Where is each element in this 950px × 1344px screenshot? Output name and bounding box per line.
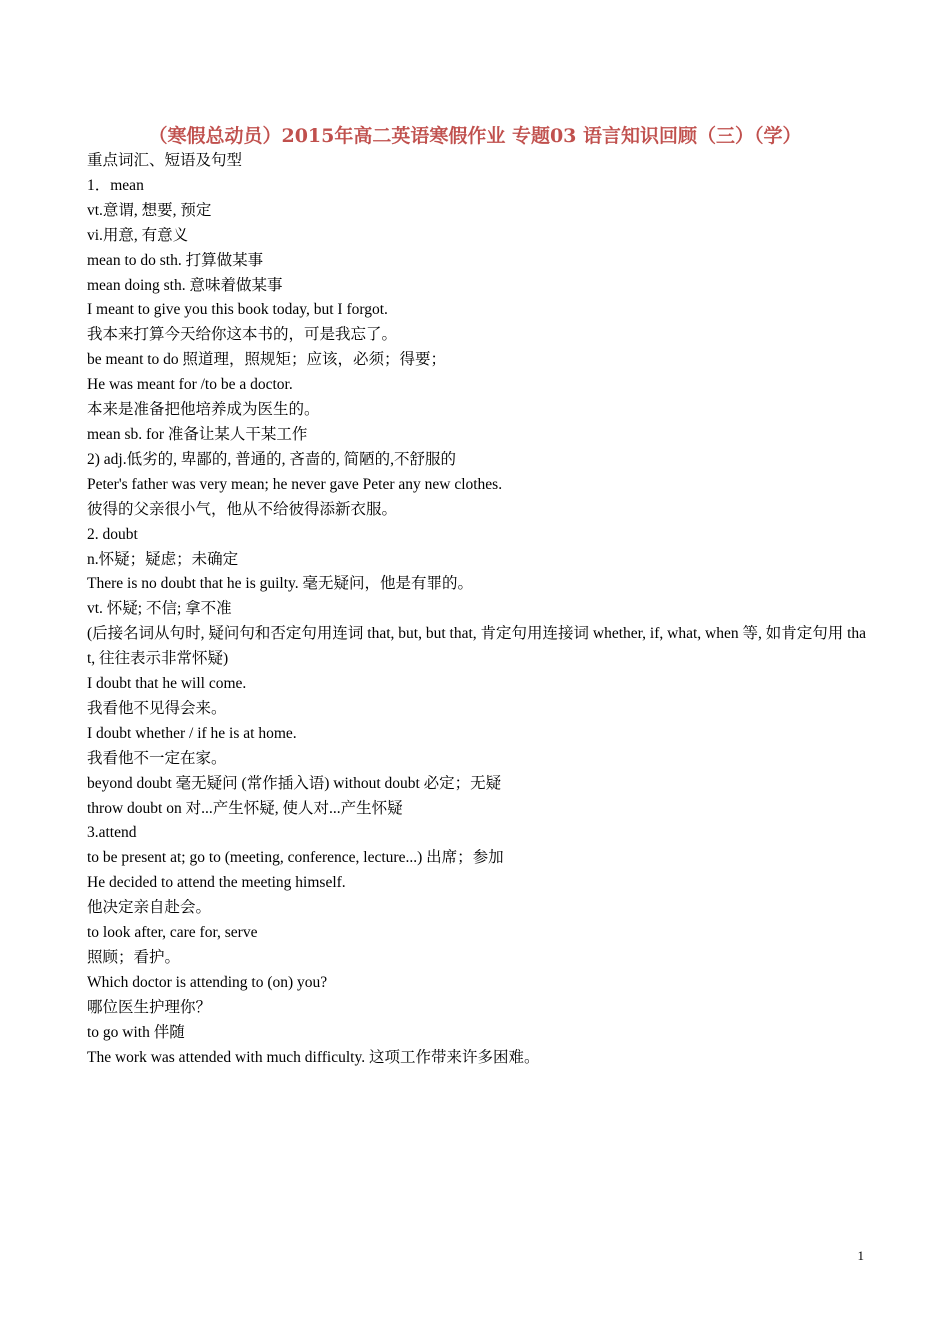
text-line: vt. 怀疑; 不信; 拿不准 xyxy=(87,600,232,618)
text-line: vi.用意, 有意义 xyxy=(87,226,189,244)
example-sentence: Peter's father was very mean; he never gave Peter any new clothes. xyxy=(87,475,503,493)
translation-line: 他决定亲自赴会。 xyxy=(87,899,212,917)
section-heading: 重点词汇、短语及句型 xyxy=(87,152,243,169)
example-sentence: There is no doubt that he is guilty. 毫无疑问，他是有罪的。 xyxy=(87,575,474,593)
document-body xyxy=(87,149,869,1071)
vocab-heading-doubt: 2. doubt xyxy=(87,525,138,543)
example-sentence: The work was attended with much difficulty. 这项工作带来许多困难。 xyxy=(87,1048,540,1066)
example-sentence: He decided to attend the meeting himself. xyxy=(87,874,346,892)
text-line: to be present at; go to (meeting, conference, lecture...) 出席；参加 xyxy=(87,849,504,867)
vocab-heading-mean: 1．mean xyxy=(87,176,144,194)
document-title: （寒假总动员）2015年高二英语寒假作业 专题03 语言知识回顾（三）（学） xyxy=(148,125,802,147)
text-line: mean sb. for 准备让某人干某工作 xyxy=(87,425,308,443)
usage-note: (后接名词从句时, 疑问句和否定句用连词 that, but, but that, 肯定句用连接词 whether, if, what, when 等, 如肯定句用 that, 往往表示非常怀疑) xyxy=(87,625,867,668)
text-line: 2) adj.低劣的, 卑鄙的, 普通的, 吝啬的, 简陋的,不舒服的 xyxy=(87,450,456,468)
text-line: n.怀疑；疑虑；未确定 xyxy=(87,550,239,568)
vocab-heading-attend: 3.attend xyxy=(87,824,137,842)
translation-line: 照顾；看护。 xyxy=(87,949,181,966)
example-sentence: I doubt that he will come. xyxy=(87,675,247,693)
example-sentence: He was meant for /to be a doctor. xyxy=(87,376,293,394)
translation-line: 彼得的父亲很小气，他从不给彼得添新衣服。 xyxy=(87,500,398,518)
text-line: to look after, care for, serve xyxy=(87,924,258,942)
example-sentence: Which doctor is attending to (on) you? xyxy=(87,973,328,991)
translation-line: 本来是准备把他培养成为医生的。 xyxy=(87,401,320,419)
translation-line: 我本来打算今天给你这本书的，可是我忘了。 xyxy=(87,326,398,344)
translation-line: 我看他不见得会来。 xyxy=(87,699,227,717)
text-line: throw doubt on 对...产生怀疑, 使人对...产生怀疑 xyxy=(87,799,403,817)
translation-line: 哪位医生护理你？ xyxy=(87,998,212,1016)
text-line: mean to do sth. 打算做某事 xyxy=(87,251,264,269)
text-line: mean doing sth. 意味着做某事 xyxy=(87,276,283,294)
example-sentence: I meant to give you this book today, but I forgot. xyxy=(87,301,388,319)
text-line: be meant to do 照道理，照规矩；应该，必须；得要； xyxy=(87,351,447,369)
page-number: 1 xyxy=(857,1248,864,1263)
translation-line: 我看他不一定在家。 xyxy=(87,749,227,767)
text-line: vt.意谓, 想要, 预定 xyxy=(87,201,212,219)
text-line: beyond doubt 毫无疑问 (常作插入语) without doubt 必定；无疑 xyxy=(87,774,502,792)
example-sentence: I doubt whether / if he is at home. xyxy=(87,724,297,742)
text-line: to go with 伴随 xyxy=(87,1023,185,1041)
